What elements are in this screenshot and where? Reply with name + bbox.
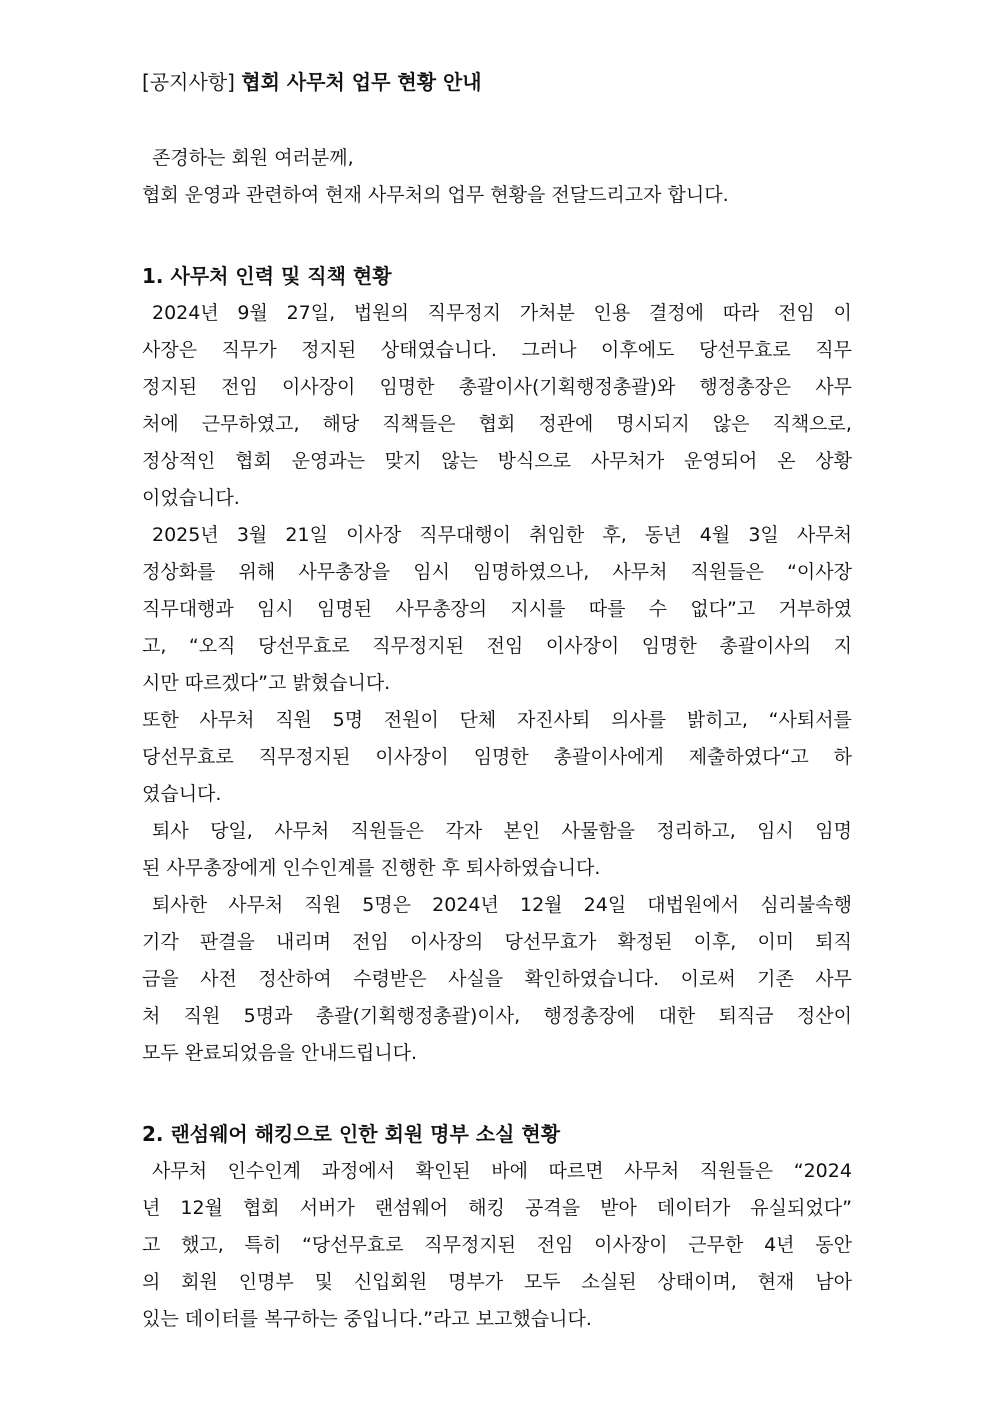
paragraph-line: 모두 완료되었음을 안내드립니다.	[142, 1042, 418, 1064]
notice-document	[142, 62, 852, 1338]
paragraph-line: 의 회원 인명부 및 신입회원 명부가 모두 소실된 상태이며, 현재 남아	[142, 1271, 852, 1293]
paragraph-line: 정상화를 위해 사무총장을 임시 임명하였으나, 사무처 직원들은 “이사장	[142, 561, 852, 583]
paragraph-line: 정상적인 협회 운영과는 맞지 않는 방식으로 사무처가 운영되어 온 상황	[142, 450, 852, 472]
paragraph-line: 기각 판결을 내리며 전임 이사장의 당선무효가 확정된 이후, 이미 퇴직	[142, 931, 852, 953]
notice-tag: [공지사항]	[142, 70, 235, 94]
paragraph-line: 사장은 직무가 정지된 상태였습니다. 그러나 이후에도 당선무효로 직무	[142, 339, 852, 361]
paragraph-line: 처 직원 5명과 총괄(기획행정총괄)이사, 행정총장에 대한 퇴직금 정산이	[142, 1005, 852, 1027]
paragraph-line: 있는 데이터를 복구하는 중입니다.”라고 보고했습니다.	[142, 1308, 592, 1330]
paragraph-line: 직무대행과 임시 임명된 사무총장의 지시를 따를 수 없다”고 거부하였	[142, 598, 852, 620]
paragraph-line: 2025년 3월 21일 이사장 직무대행이 취임한 후, 동년 4월 3일 사무처	[152, 524, 852, 546]
section1-body	[142, 295, 852, 1072]
paragraph-line: 또한 사무처 직원 5명 전원이 단체 자진사퇴 의사를 밝히고, “사퇴서를	[142, 709, 852, 731]
paragraph-line: 당선무효로 직무정지된 이사장이 임명한 총괄이사에게 제출하였다“고 하	[142, 746, 852, 768]
paragraph-line: 2024년 9월 27일, 법원의 직무정지 가처분 인용 결정에 따라 전임 이	[152, 302, 852, 324]
paragraph-line: 된 사무총장에게 인수인계를 진행한 후 퇴사하였습니다.	[142, 857, 601, 879]
greeting-line: 존경하는 회원 여러분께,	[152, 147, 354, 169]
notice-heading: 협회 사무처 업무 현황 안내	[241, 70, 482, 94]
paragraph-line: 처에 근무하였고, 해당 직책들은 협회 정관에 명시되지 않은 직책으로,	[142, 413, 852, 435]
paragraph-line: 고, “오직 당선무효로 직무정지된 전임 이사장이 임명한 총괄이사의 지	[142, 635, 852, 657]
section2-body	[142, 1153, 852, 1338]
paragraph-line: 금을 사전 정산하여 수령받은 사실을 확인하였습니다. 이로써 기존 사무	[142, 968, 852, 990]
paragraph-line: 퇴사 당일, 사무처 직원들은 각자 본인 사물함을 정리하고, 임시 임명	[152, 820, 852, 842]
paragraph-line: 였습니다.	[142, 783, 222, 805]
paragraph-line: 년 12월 협회 서버가 랜섬웨어 해킹 공격을 받아 데이터가 유실되었다”	[142, 1197, 852, 1219]
paragraph-line: 정지된 전임 이사장이 임명한 총괄이사(기획행정총괄)와 행정총장은 사무	[142, 376, 852, 398]
notice-title	[142, 62, 852, 102]
paragraph-line: 이었습니다.	[142, 487, 240, 509]
section1-heading: 1. 사무처 인력 및 직책 현황	[142, 264, 392, 288]
paragraph-line: 퇴사한 사무처 직원 5명은 2024년 12월 24일 대법원에서 심리불속행	[152, 894, 852, 916]
section2-heading: 2. 랜섬웨어 해킹으로 인한 회원 명부 소실 현황	[142, 1122, 561, 1146]
paragraph-line: 사무처 인수인계 과정에서 확인된 바에 따르면 사무처 직원들은 “2024	[152, 1160, 852, 1182]
intro-line: 협회 운영과 관련하여 현재 사무처의 업무 현황을 전달드리고자 합니다.	[142, 184, 729, 206]
paragraph-line: 고 했고, 특히 “당선무효로 직무정지된 전임 이사장이 근무한 4년 동안	[142, 1234, 852, 1256]
paragraph-line: 시만 따르겠다”고 밝혔습니다.	[142, 672, 391, 694]
